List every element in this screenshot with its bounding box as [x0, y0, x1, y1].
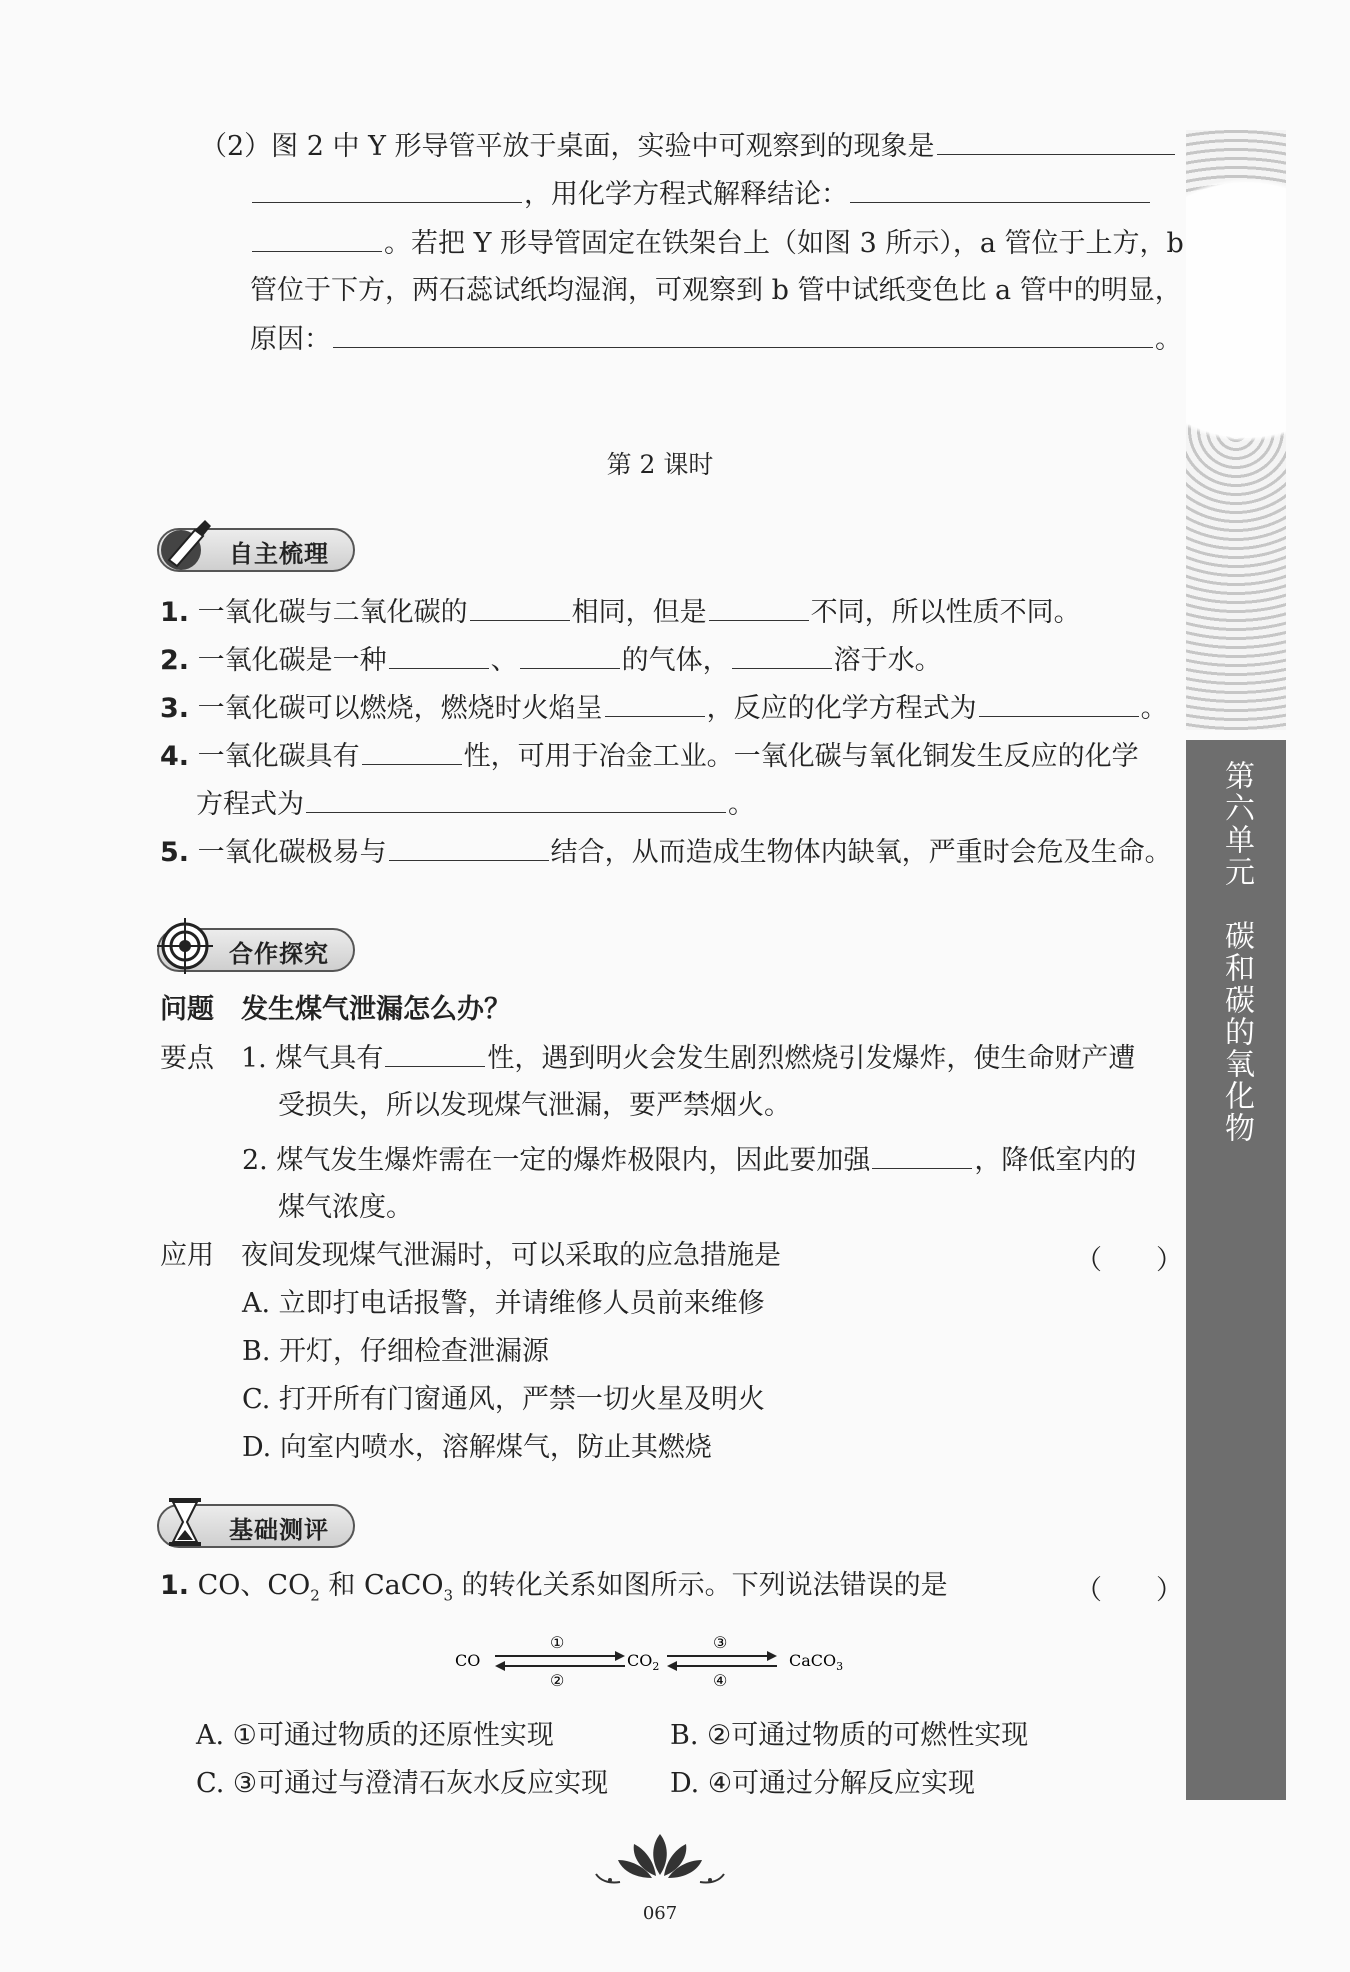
answer-blank[interactable] — [252, 176, 522, 203]
answer-blank[interactable] — [520, 642, 620, 669]
page-number: 067 — [642, 1903, 678, 1924]
q2-text: 管位于下方，两石蕊试纸均湿润，可观察到 b 管中试纸变色比 a 管中的明显， — [250, 275, 1182, 306]
item-number: 4. — [160, 741, 190, 772]
item-text: 方程式为 — [196, 789, 304, 820]
item-text: 。 — [728, 789, 755, 820]
answer-blank[interactable] — [850, 176, 1150, 203]
answer-blank[interactable] — [709, 594, 809, 621]
q2-line-3 — [250, 225, 1184, 262]
item-text: 。 — [1140, 693, 1168, 724]
point-text: 受损失，所以发现煤气泄漏，要严禁烟火。 — [278, 1090, 791, 1121]
test-question-1 — [160, 1568, 948, 1613]
option-c[interactable]: C. 打开所有门窗通风，严禁一切火星及明火 — [242, 1384, 765, 1415]
option-a[interactable]: A. 立即打电话报警，并请维修人员前来维修 — [242, 1288, 765, 1319]
answer-blank[interactable] — [306, 786, 726, 813]
item-text: 的气体， — [621, 645, 730, 676]
section-title: 合作探究 — [229, 940, 329, 968]
option-b[interactable]: B. 开灯，仔细检查泄漏源 — [242, 1336, 550, 1367]
answer-blank[interactable] — [937, 128, 1175, 155]
answer-blank[interactable] — [605, 690, 705, 717]
point-2-continued — [278, 1190, 413, 1226]
caco3-label: CaCO$_3$ — [789, 1651, 844, 1673]
points-label: 要点 — [160, 1043, 214, 1074]
sidebar-tab — [1186, 740, 1286, 1800]
q2-line-4 — [250, 273, 1182, 309]
item-number: 3. — [160, 693, 190, 724]
answer-blank[interactable] — [979, 690, 1139, 717]
item-text: 相同，但是 — [571, 597, 707, 628]
q2-line-1 — [200, 128, 1177, 165]
section-banner-basic-test — [157, 1504, 355, 1548]
hourglass-icon — [155, 1492, 215, 1552]
list-item — [160, 594, 1081, 631]
point-1-continued — [278, 1088, 791, 1124]
chapter-sidebar — [1186, 130, 1286, 1800]
answer-blank[interactable] — [470, 594, 570, 621]
question-text: 的转化关系如图所示。下列说法错误的是 — [453, 1570, 948, 1601]
item-text: 一氧化碳具有 — [197, 741, 360, 772]
item-text: 结合，从而造成生物体内缺氧，严重时会危及生命。 — [550, 837, 1172, 868]
period: 。 — [1155, 324, 1182, 355]
subscript: 3 — [443, 1586, 454, 1605]
q2-text: 原因： — [250, 324, 331, 355]
question-text: 和 CaCO — [319, 1570, 444, 1601]
q2-text: 。若把 Y 形导管固定在铁架台上（如图 3 所示），a 管位于上方，b — [384, 228, 1184, 259]
answer-blank[interactable] — [389, 834, 549, 861]
answer-blank[interactable] — [252, 225, 382, 252]
list-item — [160, 738, 1139, 775]
item-text: ，反应的化学方程式为 — [706, 693, 977, 724]
item-text: 一氧化碳极易与 — [197, 837, 387, 868]
option-d[interactable]: D. ④可通过分解反应实现 — [670, 1768, 976, 1799]
list-item-continued — [196, 786, 755, 823]
option-a[interactable]: A. ①可通过物质的还原性实现 — [196, 1720, 554, 1751]
point-1 — [160, 1040, 1135, 1077]
section-banner-self-study — [157, 528, 355, 572]
problem-label: 问题 — [160, 994, 214, 1025]
item-number: 5. — [160, 837, 190, 868]
item-number: 1. — [160, 1570, 190, 1601]
chapter-title: 第六单元 碳和碳的氧化物 — [1219, 760, 1254, 1144]
item-text: 性，可用于冶金工业。一氧化碳与氧化铜发生反应的化学 — [463, 741, 1139, 772]
item-text: 一氧化碳是一种 — [197, 645, 387, 676]
answer-blank[interactable] — [389, 642, 489, 669]
item-text: 一氧化碳可以燃烧，燃烧时火焰呈 — [197, 693, 603, 724]
option-b[interactable]: B. ②可通过物质的可燃性实现 — [670, 1720, 1029, 1751]
answer-paren[interactable]: （ ） — [1075, 1245, 1183, 1276]
step-2-label: ② — [550, 1671, 565, 1690]
q2-text: ，用化学方程式解释结论： — [524, 179, 848, 210]
point-text: 性，遇到明火会发生剧烈燃烧引发爆炸，使生命财产遭 — [487, 1043, 1136, 1074]
point-text: ，降低室内的 — [974, 1145, 1137, 1176]
point-2 — [242, 1142, 1136, 1179]
item-text: 、 — [490, 645, 518, 676]
section-title: 基础测评 — [229, 1516, 329, 1544]
q2-text: （2）图 2 中 Y 形导管平放于桌面，实验中可观察到的现象是 — [200, 131, 935, 162]
section-banner-cooperation — [157, 928, 355, 972]
list-item — [160, 642, 942, 679]
pen-icon — [155, 516, 215, 576]
item-text: 溶于水。 — [833, 645, 942, 676]
co-label: CO — [455, 1651, 481, 1670]
option-c[interactable]: C. ③可通过与澄清石灰水反应实现 — [196, 1768, 609, 1799]
floral-ornament-icon — [590, 1830, 730, 1890]
answer-blank[interactable] — [872, 1142, 972, 1169]
answer-blank[interactable] — [333, 321, 1153, 348]
answer-paren[interactable]: （ ） — [1075, 1575, 1183, 1606]
step-4-label: ④ — [713, 1671, 728, 1690]
item-text: 一氧化碳与二氧化碳的 — [197, 597, 468, 628]
q2-line-2 — [250, 176, 1152, 213]
step-3-label: ③ — [713, 1633, 728, 1652]
problem-line — [160, 992, 511, 1028]
list-item — [160, 690, 1168, 727]
answer-blank[interactable] — [385, 1040, 485, 1067]
question-text: CO、CO — [197, 1570, 311, 1601]
subscript: 2 — [310, 1586, 320, 1605]
step-1-label: ① — [550, 1633, 565, 1652]
application-question — [160, 1238, 781, 1274]
option-d[interactable]: D. 向室内喷水，溶解煤气，防止其燃烧 — [242, 1432, 712, 1463]
answer-blank[interactable] — [732, 642, 832, 669]
question-text: 夜间发现煤气泄漏时，可以采取的应急措施是 — [241, 1240, 781, 1271]
point-text: 2. 煤气发生爆炸需在一定的爆炸极限内，因此要加强 — [242, 1145, 871, 1176]
q2-line-5 — [250, 321, 1182, 358]
point-text: 煤气浓度。 — [278, 1192, 413, 1223]
sidebar-decoration — [1186, 130, 1286, 730]
application-label: 应用 — [160, 1240, 214, 1271]
problem-text: 发生煤气泄漏怎么办？ — [241, 994, 511, 1025]
answer-blank[interactable] — [362, 738, 462, 765]
point-text: 1. 煤气具有 — [241, 1043, 384, 1074]
conversion-diagram — [455, 1630, 875, 1690]
item-text: 不同，所以性质不同。 — [810, 597, 1081, 628]
section-title: 自主梳理 — [229, 540, 329, 568]
list-item — [160, 834, 1172, 871]
target-icon — [155, 916, 215, 976]
item-number: 1. — [160, 597, 190, 628]
co2-label: $CO_2$ — [627, 1651, 660, 1673]
item-number: 2. — [160, 645, 190, 676]
lesson-title: 第 2 课时 — [606, 450, 714, 479]
